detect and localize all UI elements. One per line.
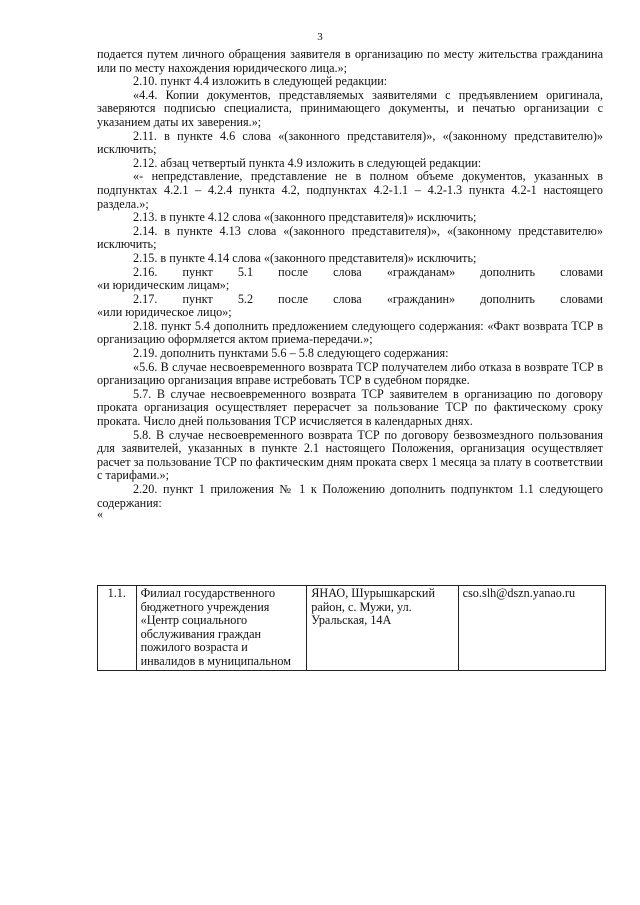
word: 5.2 bbox=[237, 291, 254, 306]
row-number-cell: 1.1. bbox=[98, 586, 137, 671]
organization-name-cell: Филиал государственного бюджетного учреждения «Центр социального обслуживания граждан пожилого возраста и инвалидов в муниципальном bbox=[136, 586, 307, 671]
paragraph-continuation: подается путем личного обращения заявителя в организацию по месту жительства гражданина или по месту нахождения юридического лица.»; bbox=[97, 47, 603, 75]
document-body bbox=[97, 47, 603, 522]
word: словами bbox=[560, 264, 603, 279]
word: пункт bbox=[182, 264, 213, 279]
paragraph-2-13: 2.13. в пункте 4.12 слова «(законного представителя)» исключить; bbox=[133, 210, 477, 225]
word: после bbox=[278, 291, 308, 306]
paragraph-2-14: 2.14. в пункте 4.13 слова «(законного представителя)», «(законному представителю» исключить; bbox=[97, 223, 603, 252]
opening-quote-mark: « bbox=[97, 507, 104, 522]
word: 2.17. bbox=[133, 291, 158, 306]
word: 2.16. bbox=[133, 264, 158, 279]
word: слова bbox=[333, 264, 362, 279]
word: дополнить bbox=[480, 291, 535, 306]
page-number: 3 bbox=[317, 31, 323, 43]
word: пункт bbox=[182, 291, 213, 306]
word: дополнить bbox=[480, 264, 536, 279]
paragraph-2-16-tail: «и юридическим лицам»; bbox=[97, 278, 230, 293]
organization-table bbox=[97, 585, 606, 671]
paragraph-2-17-tail: «или юридическое лицо»; bbox=[97, 305, 232, 320]
paragraph-2-10: 2.10. пункт 4.4 изложить в следующей редакции: bbox=[133, 74, 388, 89]
word: после bbox=[278, 264, 308, 279]
word: «гражданин» bbox=[386, 291, 456, 306]
paragraph-2-15: 2.15. в пункте 4.14 слова «(законного представителя)» исключить; bbox=[133, 250, 477, 265]
paragraph-2-20: 2.20. пункт 1 приложения № 1 к Положению дополнить подпунктом 1.1 следующего содержания: bbox=[97, 482, 603, 510]
email-cell: cso.slh@dszn.yanao.ru bbox=[458, 586, 605, 671]
word: «гражданам» bbox=[386, 264, 456, 279]
paragraph-2-19: 2.19. дополнить пунктами 5.6 – 5.8 следующего содержания: bbox=[133, 346, 449, 361]
paragraph-2-17-line bbox=[97, 293, 603, 307]
paragraph-5-8: 5.8. В случае несвоевременного возврата ТСР по договору безвозмездного пользования для заявителей, указанных в пункте 2.1 настоящего Положения, организация осуществляет расчет за пользование ТСР по фактическим дням проката сверх 1 месяца за плату в соответствии с тарифами.»; bbox=[97, 427, 603, 483]
paragraph-2-16-line bbox=[97, 266, 603, 280]
paragraph-2-11: 2.11. в пункте 4.6 слова «(законного представителя)», «(законному представителю)» исключить; bbox=[97, 128, 603, 157]
paragraph-quote-4-4: «4.4. Копии документов, представляемых заявителями с предъявлением оригинала, заверяются подписью специалиста, принимающего документы, и печатью организации с указанием даты их заверения.»; bbox=[97, 87, 603, 129]
paragraph-2-18: 2.18. пункт 5.4 дополнить предложением следующего содержания: «Факт возврата ТСР в организацию оформляется актом приема-передачи.»; bbox=[97, 318, 603, 347]
paragraph-5-7: 5.7. В случае несвоевременного возврата ТСР заявителем в организацию по договору проката организация осуществляет перерасчет за пользование ТСР по фактическому сроку проката. Число дней пользования ТСР исчисляется в календарных днях. bbox=[97, 386, 603, 429]
table-row bbox=[98, 586, 606, 671]
paragraph-quote-4-9: «- непредставление, представление не в полном объеме документов, указанных в подпунктах 4.2.1 – 4.2.4 пункта 4.2, подпунктах 4.2-1.1 – 4.2-1.3 пункта 4.2-1 настоящего раздела.»; bbox=[97, 169, 603, 211]
word: 5.1 bbox=[237, 264, 254, 279]
word: слова bbox=[333, 291, 362, 306]
paragraph-2-12: 2.12. абзац четвертый пункта 4.9 изложить в следующей редакции: bbox=[133, 155, 482, 170]
paragraph-5-6: «5.6. В случае несвоевременного возврата ТСР получателем либо отказа в возврате ТСР в организацию организация вправе истребовать ТСР в судебном порядке. bbox=[97, 359, 603, 388]
address-cell: ЯНАО, Шурышкарский район, с. Мужи, ул. Уральская, 14А bbox=[307, 586, 458, 671]
word: словами bbox=[560, 291, 603, 306]
